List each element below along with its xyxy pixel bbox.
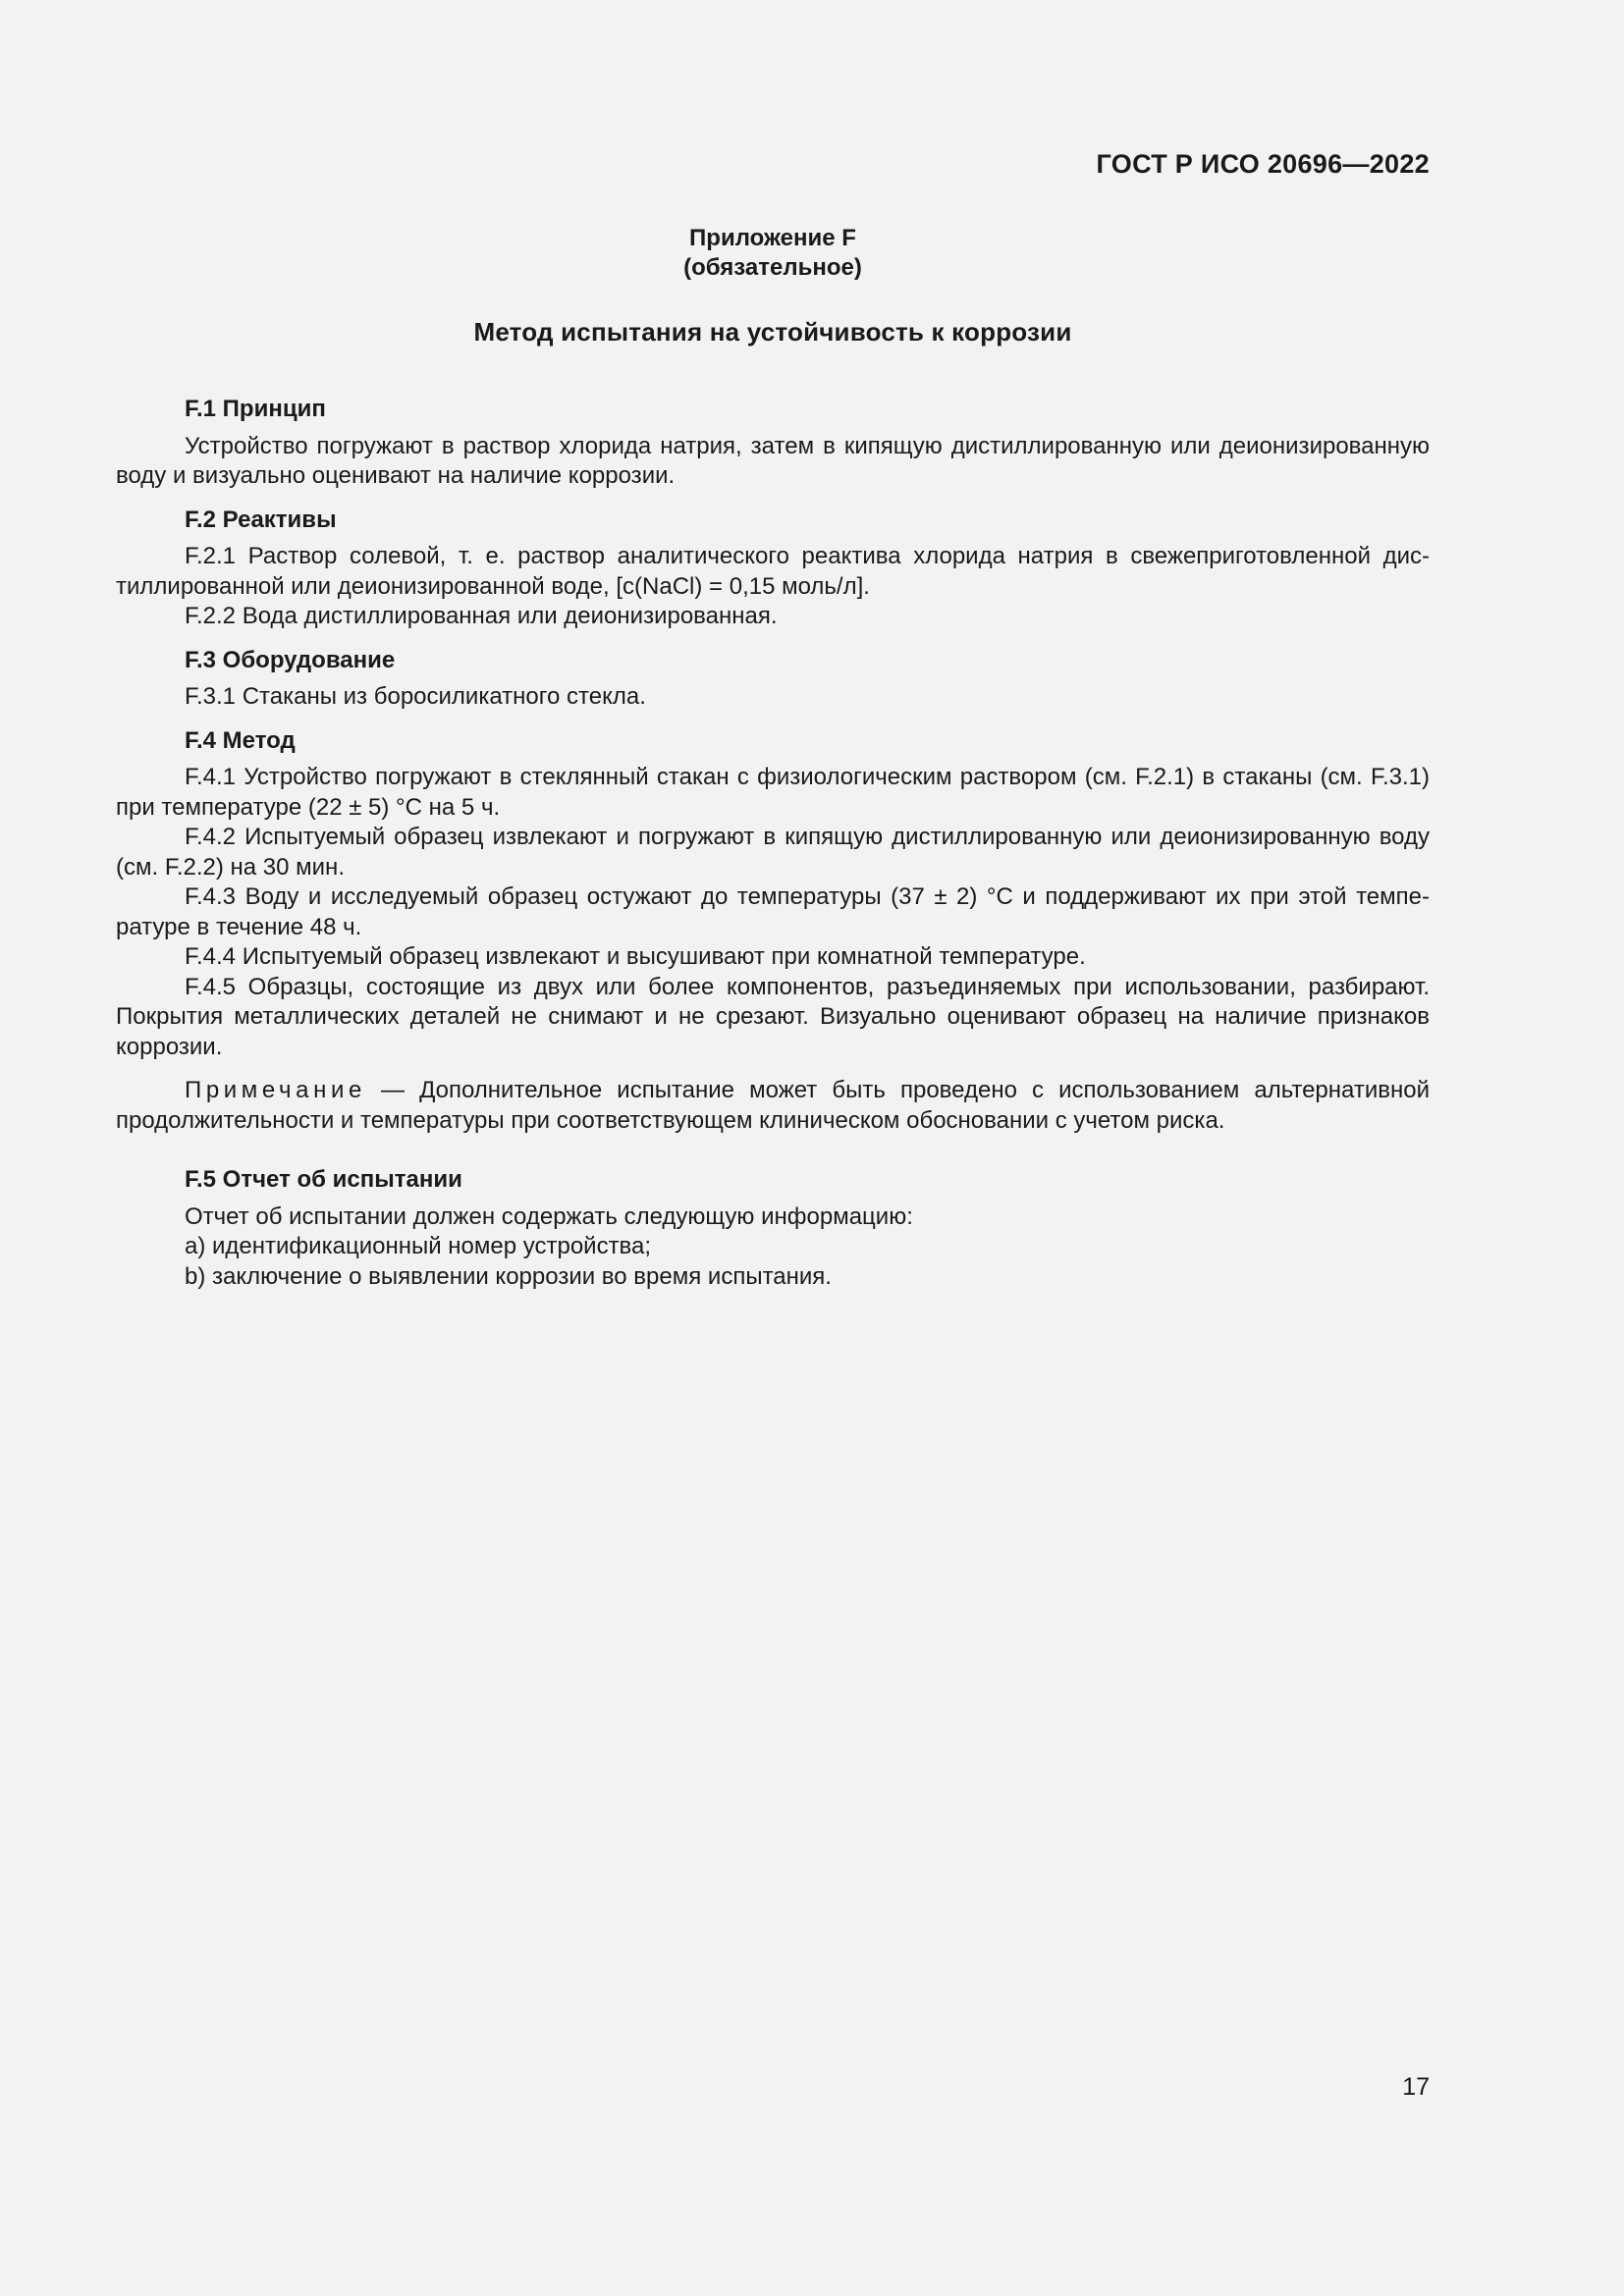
paragraph-f5-intro: Отчет об испытании должен содержать следующую информацию:	[185, 1202, 913, 1230]
appendix-status: (обязательное)	[683, 254, 862, 281]
paragraph-f1-principle: Устройство погружают в раствор хлорида натрия, затем в кипящую дистиллированную или деионизированную воду и визуально оценивают на наличие коррозии.	[116, 432, 1430, 489]
section-heading-f4: F.4 Метод	[185, 726, 296, 754]
paragraph-f4-1: F.4.1 Устройство погружают в стеклянный стакан с физиологическим раствором (см. F.2.1) в стаканы (см. F.3.1) при температуре (22 ± 5) °С на 5 ч.	[116, 764, 1430, 821]
paragraph-f4-3: F.4.3 Воду и исследуемый образец остужают до температуры (37 ± 2) °С и поддерживают их при этой температуре в течение 48 ч.	[116, 883, 1430, 940]
section-heading-f3: F.3 Оборудование	[185, 646, 396, 673]
appendix-title: Метод испытания на устойчивость к коррозии	[473, 317, 1072, 347]
note-label: Примечание	[185, 1077, 366, 1103]
note	[116, 1076, 1430, 1136]
section-heading-f5: F.5 Отчет об испытании	[185, 1166, 462, 1193]
appendix-heading	[116, 224, 1430, 283]
paragraph-f4-4: F.4.4 Испытуемый образец извлекают и высушивают при комнатной температуре.	[185, 943, 1086, 970]
paragraph-f2-1: F.2.1 Раствор солевой, т. е. раствор аналитического реактива хлорида натрия в свежеприготовленной дистиллированной или деионизированной воде, [c(NaCl) = 0,15 моль/л].	[116, 543, 1430, 600]
document-page	[116, 0, 1430, 2296]
list-item-a: a) идентификационный номер устройства;	[185, 1233, 652, 1259]
paragraph-f2-2: F.2.2 Вода дистиллированная или деионизированная.	[185, 603, 778, 629]
paragraph-f4-2: F.4.2 Испытуемый образец извлекают и погружают в кипящую дистиллированную или деионизированную воду (см. F.2.2) на 30 мин.	[116, 824, 1430, 881]
page-number: 17	[1402, 2073, 1430, 2101]
paragraph-f4-5: F.4.5 Образцы, состоящие из двух или более компонентов, разъединяемых при использовании, разбирают. Покрытия металлических деталей не снимают и не срезают. Визуально оценивают образец на наличие признаков коррозии.	[116, 973, 1430, 1060]
note-text: — Дополнительное испытание может быть проведено с использованием альтернативной продолжительности и температуры при соответствующем клиническом обосновании с учетом риска.	[116, 1077, 1430, 1134]
document-body	[116, 395, 1430, 1292]
paragraph-f3-1: F.3.1 Стаканы из боросиликатного стекла.	[185, 683, 646, 710]
section-heading-f2: F.2 Реактивы	[185, 506, 337, 533]
document-code: ГОСТ Р ИСО 20696—2022	[1096, 149, 1430, 179]
section-heading-f1: F.1 Принцип	[185, 396, 326, 422]
appendix-label: Приложение F	[689, 225, 856, 251]
list-item-b: b) заключение о выявлении коррозии во время испытания.	[185, 1262, 832, 1290]
